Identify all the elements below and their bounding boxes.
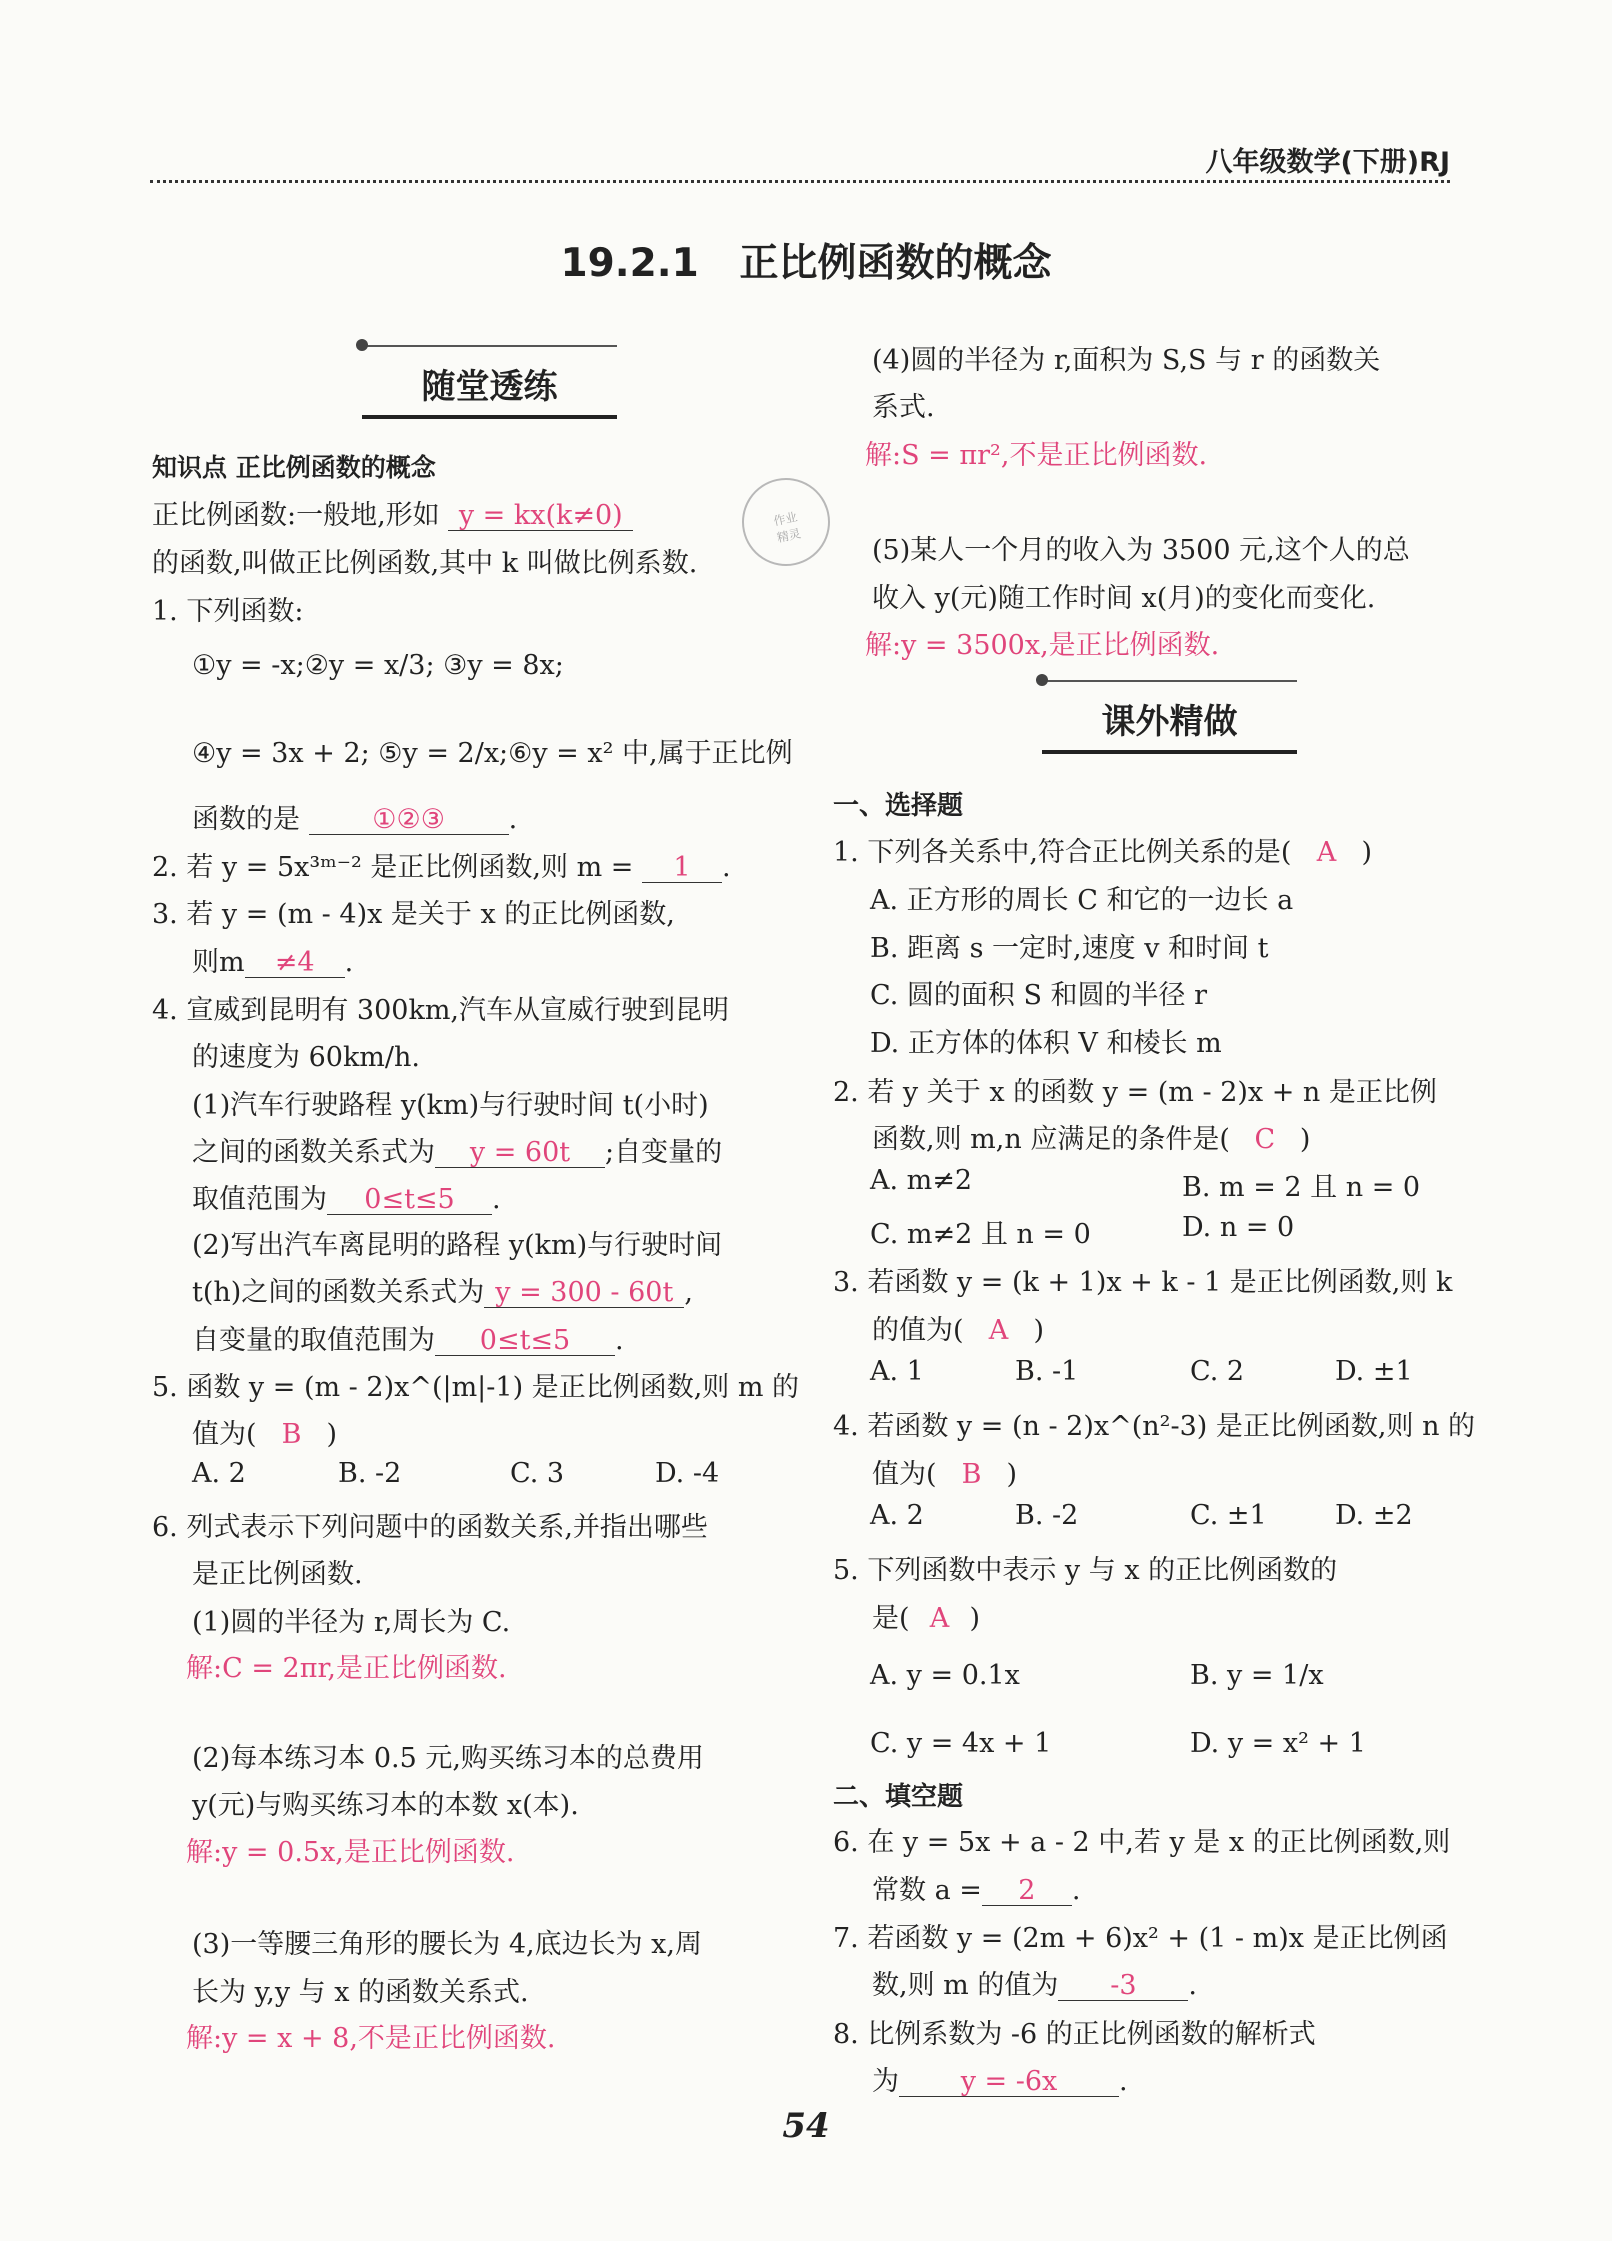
c4-option-d: D. ±2 <box>1335 1500 1413 1531</box>
c1-stem: 1. 下列各关系中,符合正比例关系的是( A ) <box>833 837 1373 868</box>
c2-line-2: 函数,则 m,n 应满足的条件是( C ) <box>872 1124 1311 1155</box>
c1-option-b: B. 距离 s 一定时,速度 v 和时间 t <box>870 933 1269 964</box>
c5-answer: A <box>929 1603 950 1634</box>
f6-line-2: 常数 a = 2 . <box>872 1875 1081 1906</box>
q2-answer: 1 <box>642 854 722 883</box>
q4-part2-line-2: t(h)之间的函数关系式为 y = 300 - 60t , <box>192 1277 693 1308</box>
watermark-stamp-logo: 作业 精灵 <box>734 470 838 574</box>
c5-option-a: A. y = 0.1x <box>870 1660 1020 1691</box>
c4-option-b: B. -2 <box>1015 1500 1079 1531</box>
q3-line-2: 则m ≠4 . <box>192 947 354 978</box>
c4-line-1: 4. 若函数 y = (n - 2)x^(n²-3) 是正比例函数,则 n 的 <box>833 1411 1476 1442</box>
q4-part2-answer-1: y = 300 - 60t <box>484 1279 684 1308</box>
q6-part4-line-1: (4)圆的半径为 r,面积为 S,S 与 r 的函数关 <box>872 345 1381 376</box>
q6-part2-line-1: (2)每本练习本 0.5 元,购买练习本的总费用 <box>192 1743 704 1774</box>
q4-line-1: 4. 宣威到昆明有 300km,汽车从宣威行驶到昆明 <box>152 995 730 1026</box>
f8-answer: y = -6x <box>899 2068 1119 2097</box>
f7-line-2: 数,则 m 的值为 -3 . <box>872 1970 1197 2001</box>
q6-part5-line-1: (5)某人一个月的收入为 3500 元,这个人的总 <box>872 535 1410 566</box>
q5-option-b: B. -2 <box>338 1458 402 1489</box>
f8-line-1: 8. 比例系数为 -6 的正比例函数的解析式 <box>833 2019 1316 2050</box>
section-title: 19.2.1 正比例函数的概念 <box>560 241 1052 286</box>
c3-line-2: 的值为( A ) <box>872 1315 1045 1346</box>
q6-part1: (1)圆的半径为 r,周长为 C. <box>192 1607 511 1638</box>
c3-option-b: B. -1 <box>1015 1356 1079 1387</box>
c5-option-d: D. y = x² + 1 <box>1190 1728 1366 1759</box>
q3-answer: ≠4 <box>245 949 345 978</box>
c2-line-1: 2. 若 y 关于 x 的函数 y = (m - 2)x + n 是正比例 <box>833 1077 1437 1108</box>
f6-answer: 2 <box>982 1877 1072 1906</box>
banner-right-label: 课外精做 <box>1101 702 1238 742</box>
page-number: 54 <box>782 2106 830 2146</box>
q5-line-2: 值为( B ) <box>192 1419 338 1450</box>
c4-line-2: 值为( B ) <box>872 1459 1018 1490</box>
q6-part1-solution: 解:C = 2πr,是正比例函数. <box>186 1653 507 1684</box>
q1-stem: 1. 下列函数: <box>152 596 304 627</box>
q6-part5-solution: 解:y = 3500x,是正比例函数. <box>865 630 1220 661</box>
q6-part4-solution: 解:S = πr²,不是正比例函数. <box>865 440 1208 471</box>
q6-part3-solution: 解:y = x + 8,不是正比例函数. <box>186 2023 556 2054</box>
running-title: 八年级数学(下册)RJ <box>1205 147 1450 178</box>
q5-answer: B <box>281 1419 302 1450</box>
q4-part2-line-1: (2)写出汽车离昆明的路程 y(km)与行驶时间 <box>192 1230 723 1261</box>
c2-option-b: B. m = 2 且 n = 0 <box>1182 1172 1421 1203</box>
q5-option-a: A. 2 <box>192 1458 246 1489</box>
c2-answer: C <box>1254 1124 1276 1155</box>
q3-line-1: 3. 若 y = (m - 4)x 是关于 x 的正比例函数, <box>152 899 675 930</box>
q5-option-c: C. 3 <box>510 1458 565 1489</box>
c4-option-a: A. 2 <box>870 1500 924 1531</box>
banner-left-label: 随堂透练 <box>421 367 558 407</box>
c3-line-1: 3. 若函数 y = (k + 1)x + k - 1 是正比例函数,则 k <box>833 1267 1453 1298</box>
c1-answer: A <box>1316 837 1337 868</box>
c3-option-c: C. 2 <box>1190 1356 1245 1387</box>
q4-part1-line-3: 取值范围为 0≤t≤5 . <box>192 1184 501 1215</box>
q5-option-d: D. -4 <box>655 1458 720 1489</box>
q6-part3-line-1: (3)一等腰三角形的腰长为 4,底边长为 x,周 <box>192 1929 702 1960</box>
c2-option-d: D. n = 0 <box>1182 1212 1295 1243</box>
q1-answer-line: 函数的是 ①②③ . <box>192 804 518 835</box>
header-divider <box>150 180 1450 183</box>
q4-part2-answer-2: 0≤t≤5 <box>435 1327 615 1356</box>
q6-line-1: 6. 列式表示下列问题中的函数关系,并指出哪些 <box>152 1512 708 1543</box>
q6-part2-solution: 解:y = 0.5x,是正比例函数. <box>186 1837 515 1868</box>
definition-answer: y = kx(k≠0) <box>448 502 633 531</box>
c2-option-c: C. m≠2 且 n = 0 <box>870 1219 1091 1250</box>
f7-line-1: 7. 若函数 y = (2m + 6)x² + (1 - m)x 是正比例函 <box>833 1923 1448 1954</box>
q6-part2-line-2: y(元)与购买练习本的本数 x(本). <box>192 1790 579 1821</box>
q5-line-1: 5. 函数 y = (m - 2)x^(|m|-1) 是正比例函数,则 m 的 <box>152 1372 800 1403</box>
f7-answer: -3 <box>1058 1972 1188 2001</box>
q6-part4-line-2: 系式. <box>872 392 935 423</box>
q4-part1-answer-2: 0≤t≤5 <box>327 1186 492 1215</box>
c5-option-b: B. y = 1/x <box>1190 1660 1324 1691</box>
q4-line-2: 的速度为 60km/h. <box>192 1042 420 1073</box>
banner-right <box>1042 680 1297 754</box>
q4-part1-answer-1: y = 60t <box>435 1139 605 1168</box>
q4-part1-line-1: (1)汽车行驶路程 y(km)与行驶时间 t(小时) <box>192 1090 709 1121</box>
section-choice-title: 一、选择题 <box>833 791 964 821</box>
f6-line-1: 6. 在 y = 5x + a - 2 中,若 y 是 x 的正比例函数,则 <box>833 1827 1451 1858</box>
f8-line-2: 为 y = -6x . <box>872 2066 1128 2097</box>
c4-answer: B <box>961 1459 982 1490</box>
c5-line-2: 是( A ) <box>872 1603 981 1634</box>
c1-option-d: D. 正方体的体积 V 和棱长 m <box>870 1028 1222 1059</box>
knowledge-title: 知识点 正比例函数的概念 <box>152 453 436 482</box>
c3-answer: A <box>988 1315 1009 1346</box>
definition-line-1: 正比例函数:一般地,形如 y = kx(k≠0) <box>152 493 633 532</box>
c5-line-1: 5. 下列函数中表示 y 与 x 的正比例函数的 <box>833 1555 1338 1586</box>
section-fill-title: 二、填空题 <box>833 1782 964 1812</box>
c3-option-d: D. ±1 <box>1335 1356 1413 1387</box>
q6-part5-line-2: 收入 y(元)随工作时间 x(月)的变化而变化. <box>872 583 1376 614</box>
c3-option-a: A. 1 <box>870 1356 924 1387</box>
c1-option-a: A. 正方形的周长 C 和它的一边长 a <box>870 885 1294 916</box>
q6-part3-line-2: 长为 y,y 与 x 的函数关系式. <box>192 1977 529 2008</box>
q4-part2-line-3: 自变量的取值范围为 0≤t≤5 . <box>192 1325 624 1356</box>
q4-part1-line-2: 之间的函数关系式为 y = 60t ;自变量的 <box>192 1137 723 1168</box>
banner-left <box>362 345 617 419</box>
q1-options-2: ④y = 3x + 2; ⑤y = 2/x;⑥y = x² 中,属于正比例 <box>192 738 793 769</box>
c5-option-c: C. y = 4x + 1 <box>870 1728 1052 1759</box>
q1-options-1: ①y = -x;②y = x/3; ③y = 8x; <box>192 650 564 681</box>
q2: 2. 若 y = 5x³ᵐ⁻² 是正比例函数,则 m = 1 . <box>152 852 731 883</box>
c4-option-c: C. ±1 <box>1190 1500 1267 1531</box>
definition-line-2: 的函数,叫做正比例函数,其中 k 叫做比例系数. <box>152 548 698 579</box>
q6-line-2: 是正比例函数. <box>192 1559 363 1590</box>
c2-option-a: A. m≠2 <box>870 1165 973 1196</box>
q1-answer: ①②③ <box>309 806 509 835</box>
c1-option-c: C. 圆的面积 S 和圆的半径 r <box>870 980 1208 1011</box>
